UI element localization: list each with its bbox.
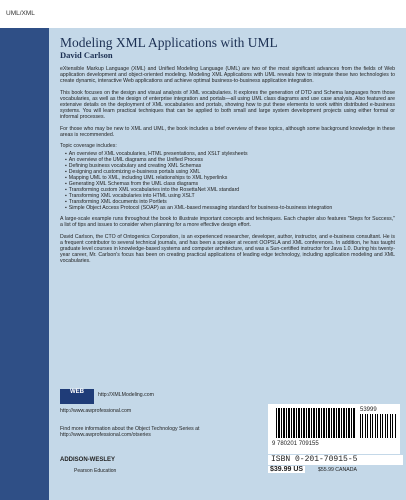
isbn-label: ISBN 0-201-70915-5 <box>268 455 403 465</box>
paragraph-intro: eXtensible Markup Language (XML) and Unified Modeling Language (UML) are two of the most significant advances from the fields of Web application development and object-oriented modeling. Modeling XML Applications with UML reveals how to integrate these two technologies to create dynamic, interactive Web applications and achieve optimal business-to-business application integration. <box>60 66 395 85</box>
list-item: ▪ Transforming XML vocabularies into HTML using XSLT <box>65 193 395 199</box>
list-item: ▪ Simple Object Access Protocol (SOAP) as an XML-based messaging standard for business-to-business integration <box>65 205 395 211</box>
series-info: Find more information about the Object Technology Series at http://www.awprofessional.com/otseries <box>60 426 200 439</box>
link-awprofessional[interactable]: http://www.awprofessional.com <box>60 408 132 414</box>
topics-lead: Topic coverage includes: <box>60 143 117 150</box>
list-item: ▪ An overview of the UML diagrams and the Unified Process <box>65 157 395 163</box>
topics-list <box>60 151 395 211</box>
category-label: UML/XML <box>6 10 35 17</box>
price-us: $39.99 US <box>270 466 304 473</box>
list-item: ▪ Transforming custom XML vocabularies into the RosettaNet XML standard <box>65 187 395 193</box>
list-item: ▪ Generating XML Schemas from the UML class diagrams <box>65 181 395 187</box>
list-item: ▪ Designing and customizing e-business portals using XML <box>65 169 395 175</box>
list-item: ▪ Mapping UML to XML, including UML relationships to XML hyperlinks <box>65 175 395 181</box>
list-item: ▪ Defining business vocabulary and creating XML Schemas <box>65 163 395 169</box>
spine-strip <box>0 28 49 500</box>
link-xmlmodeling[interactable]: http://XMLModeling.com <box>98 392 154 398</box>
barcode-price-code: 53999 <box>360 407 377 413</box>
top-bar <box>0 0 406 28</box>
barcode <box>268 404 400 454</box>
book-title: Modeling XML Applications with UML <box>60 35 278 50</box>
web-badge-icon: WEB <box>60 389 94 404</box>
publisher-logo: ADDISON-WESLEY <box>60 457 116 463</box>
author-bio: David Carlson, the CTO of Ontogenics Corporation, is an experienced researcher, developer, author, instructor, and e-business consultant. He is a frequent contributor to several technical journals, and has been a speaker at recent OOPSLA and XML conferences. In addition, he has taught graduate level courses in knowledge-based systems and computer architecture, and was a Sun-certified instructor for Java 1.0. During his twenty-year career, Mr. Carlson's focus has been on creating practical applications of leading edge technology, including application modeling and XML vocabularies. <box>60 233 395 265</box>
barcode-number: 9 780201 709155 <box>272 441 319 447</box>
price-canada: $55.99 CANADA <box>318 467 357 473</box>
list-item: ▪ An overview of XML vocabularies, HTML presentations, and XSLT stylesheets <box>65 151 395 157</box>
imprint-label: Pearson Education <box>74 468 117 474</box>
cover-text <box>60 36 395 270</box>
barcode-bars <box>276 408 356 438</box>
price-barcode-bars <box>360 414 396 438</box>
book-author: David Carlson <box>60 50 113 60</box>
paragraph-focus: This book focuses on the design and visual analysis of XML vocabularies. It explores the generation of DTD and Schema languages from those vocabularies, as well as the design of enterprise integration and portals—all using UML class diagrams and use case analysis. Also featured are extensive details on the deployment of XML vocabularies and portals, showing how to put these elements to work within distributed e-business systems. You will learn practical techniques that can be applied to both small and large system development projects using either formal or informal processes. <box>60 89 395 121</box>
list-item: ▪ Transforming XML documents into Portlets <box>65 199 395 205</box>
paragraph-closing: A large-scale example runs throughout the book to illustrate important concepts and techniques. Each chapter also features "Steps for Success," a list of tips and issues to consider when planning for a more effective design effort. <box>60 216 395 229</box>
paragraph-newcomers: For those who may be new to XML and UML, the book includes a brief overview of these topics, although some background knowledge in these areas is recommended. <box>60 125 395 138</box>
